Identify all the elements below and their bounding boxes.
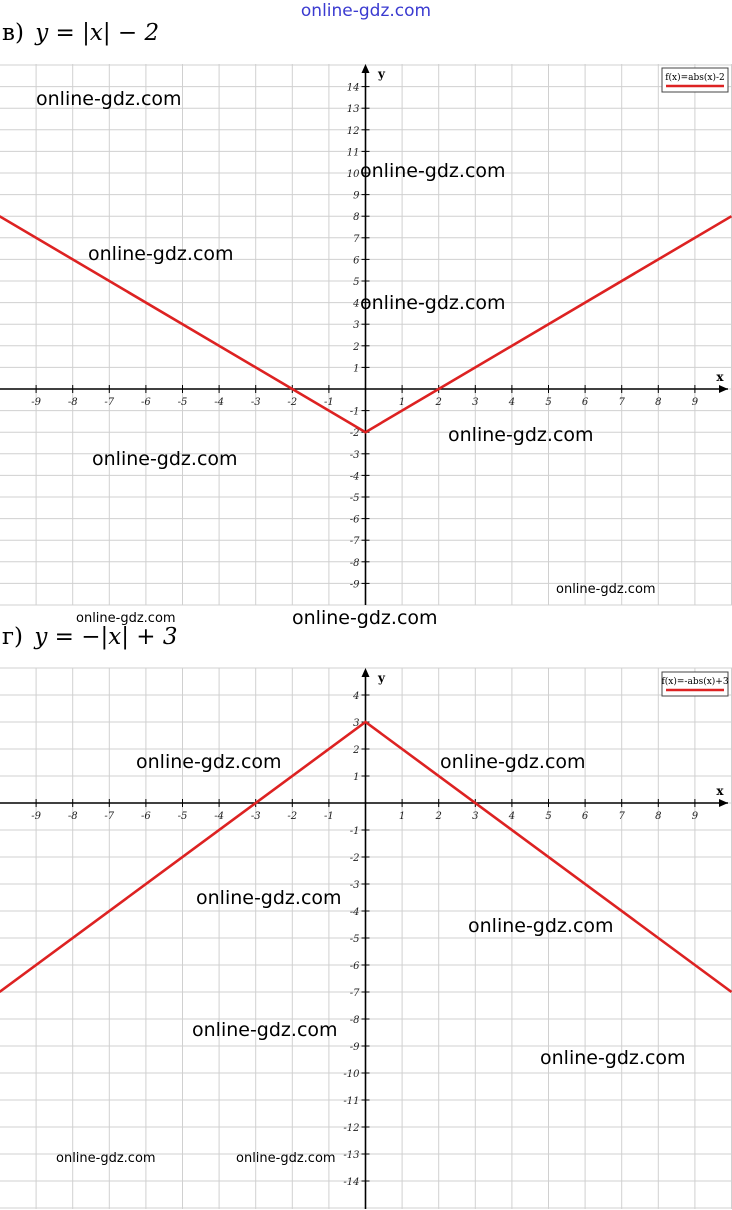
y-tick-label: -8 <box>349 1015 360 1026</box>
x-tick-label: 9 <box>691 397 699 408</box>
x-tick-label: 6 <box>581 397 589 408</box>
watermark: online-gdz.com <box>468 915 614 937</box>
x-axis-arrow <box>719 385 728 393</box>
y-tick-label: 6 <box>353 255 360 267</box>
x-tick-label: -6 <box>141 397 151 408</box>
y-tick-label: 14 <box>346 82 360 94</box>
y-tick-label: -7 <box>349 536 360 548</box>
watermark: online-gdz.com <box>88 243 234 265</box>
watermark: online-gdz.com <box>540 1047 686 1069</box>
x-tick-label: -6 <box>141 811 151 822</box>
x-tick-label: 3 <box>472 811 479 822</box>
x-tick-label: 2 <box>435 397 442 408</box>
y-tick-label: -2 <box>349 853 360 864</box>
x-tick-label: -5 <box>177 397 188 408</box>
x-tick-label: 6 <box>581 811 589 822</box>
x-tick-label: 2 <box>435 811 442 822</box>
chart-2-plot <box>0 664 732 1210</box>
y-tick-label: -8 <box>349 557 360 569</box>
watermark: online-gdz.com <box>76 611 176 626</box>
x-tick-label: 8 <box>655 811 662 822</box>
watermark: online-gdz.com <box>360 292 506 314</box>
x-tick-label: -3 <box>250 811 261 822</box>
y-tick-label: -11 <box>343 1096 360 1107</box>
x-tick-label: 1 <box>398 811 406 822</box>
y-tick-label: 2 <box>353 341 360 353</box>
y-tick-label: -4 <box>349 907 360 918</box>
chart-1-title <box>2 20 159 46</box>
y-tick-label: -7 <box>349 988 360 999</box>
x-axis-arrow <box>719 799 728 807</box>
watermark: online-gdz.com <box>136 751 282 773</box>
y-tick-label: 9 <box>353 190 360 202</box>
x-tick-label: 5 <box>545 811 552 822</box>
x-tick-label: -4 <box>214 397 224 408</box>
y-tick-label: -9 <box>349 1042 360 1053</box>
y-tick-label: -3 <box>349 880 360 891</box>
y-tick-label: -14 <box>343 1177 360 1188</box>
y-tick-label: 5 <box>353 277 360 288</box>
legend-label: f(x)=abs(x)-2 <box>665 73 725 83</box>
y-tick-label: -6 <box>349 961 360 972</box>
legend-label: f(x)=-abs(x)+3 <box>661 677 729 687</box>
y-tick-label: 2 <box>353 745 360 756</box>
y-tick-label: 3 <box>353 718 360 729</box>
watermark: online-gdz.com <box>192 1019 338 1041</box>
y-tick-label: -5 <box>349 493 360 504</box>
y-tick-label: -6 <box>349 514 360 526</box>
x-tick-label: 9 <box>691 811 699 822</box>
y-tick-label: -10 <box>343 1069 360 1080</box>
chart-2-title-label: г) <box>2 624 24 650</box>
watermark: online-gdz.com <box>36 88 182 110</box>
header-watermark: online-gdz.com <box>300 1 432 21</box>
x-tick-label: -7 <box>104 811 115 822</box>
y-tick-label: -1 <box>349 406 360 418</box>
chart-2-title-equation: y = −|x| + 3 <box>34 624 178 650</box>
x-tick-label: -9 <box>31 811 41 822</box>
y-tick-label: -2 <box>349 428 360 440</box>
x-tick-label: 3 <box>472 397 479 408</box>
x-tick-label: -2 <box>287 811 298 822</box>
watermark: online-gdz.com <box>196 887 342 909</box>
chart-1-plot <box>0 60 732 608</box>
y-tick-label: 3 <box>353 320 360 332</box>
x-tick-label: 7 <box>618 811 625 822</box>
watermark: online-gdz.com <box>236 1151 336 1166</box>
x-axis-label: x <box>716 370 724 384</box>
y-tick-label: 7 <box>353 233 360 245</box>
y-tick-label: 1 <box>353 363 360 375</box>
x-tick-label: -9 <box>31 397 41 408</box>
watermark: online-gdz.com <box>440 751 586 773</box>
y-tick-label: 10 <box>346 169 360 180</box>
watermark: online-gdz.com <box>56 1151 156 1166</box>
y-tick-label: -3 <box>349 449 360 461</box>
chart-1-title-label: в) <box>2 20 24 46</box>
x-tick-label: -2 <box>287 397 298 408</box>
x-tick-label: 4 <box>508 397 516 408</box>
x-tick-label: 5 <box>545 397 552 408</box>
y-tick-label: 13 <box>346 104 360 116</box>
y-tick-label: -12 <box>343 1123 360 1134</box>
y-tick-label: 12 <box>346 125 360 137</box>
y-axis-arrow <box>362 668 370 677</box>
y-tick-label: 1 <box>353 772 360 783</box>
watermark: online-gdz.com <box>556 582 656 597</box>
x-tick-label: 1 <box>398 397 406 408</box>
chart-2-title <box>2 624 178 650</box>
y-tick-label: 4 <box>353 691 360 702</box>
watermark: online-gdz.com <box>292 607 438 629</box>
x-tick-label: 4 <box>508 811 516 822</box>
y-tick-label: 11 <box>346 147 360 159</box>
x-tick-label: -1 <box>324 811 334 822</box>
y-tick-label: 4 <box>353 298 360 310</box>
x-tick-label: 8 <box>655 397 662 408</box>
x-tick-label: -7 <box>104 397 115 408</box>
y-tick-label: 8 <box>353 212 360 224</box>
x-tick-label: -5 <box>177 811 188 822</box>
x-tick-label: -8 <box>67 811 78 822</box>
x-tick-label: -8 <box>67 397 78 408</box>
x-tick-label: -4 <box>214 811 224 822</box>
y-tick-label: -9 <box>349 579 360 591</box>
watermark: online-gdz.com <box>92 448 238 470</box>
x-tick-label: -1 <box>324 397 334 408</box>
watermark: online-gdz.com <box>448 424 594 446</box>
y-tick-label: -1 <box>349 826 360 837</box>
y-axis-label: y <box>378 671 385 685</box>
y-tick-label: -13 <box>343 1150 360 1161</box>
y-tick-label: -4 <box>349 471 360 483</box>
x-tick-label: -3 <box>250 397 261 408</box>
x-axis-label: x <box>716 784 724 798</box>
y-axis-label: y <box>378 67 385 81</box>
y-tick-label: -5 <box>349 934 360 945</box>
watermark: online-gdz.com <box>360 160 506 182</box>
chart-1-title-equation: y = |x| − 2 <box>35 20 160 46</box>
x-tick-label: 7 <box>618 397 625 408</box>
